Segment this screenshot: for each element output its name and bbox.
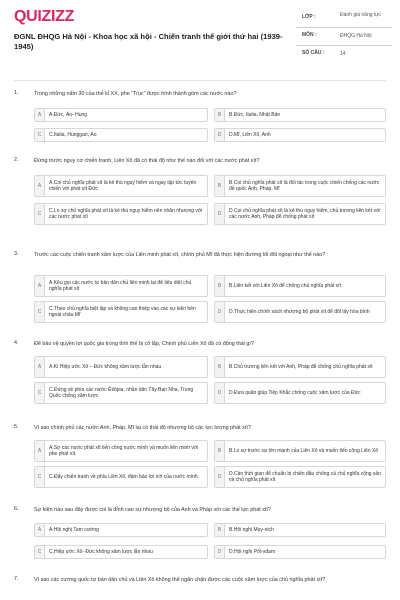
meta-row-count <box>296 46 392 64</box>
option-text: B.Liên kết với Liên Xô để chống chủ nghĩa phát xít <box>229 282 341 289</box>
option-letter: A <box>35 176 45 196</box>
option-text: D.Cần thời gian để chuẩn bị chiến đấu chống cả chủ nghĩa cộng sản và chủ nghĩa phát xít <box>229 470 381 483</box>
question-number: 7. <box>14 576 19 582</box>
option-text: B.Hội nghị Muy-nich <box>229 526 274 533</box>
option-letter: B <box>215 176 225 196</box>
option-letter: B <box>215 441 225 461</box>
meta-value: Đánh giá năng lực <box>340 12 381 18</box>
option-letter: D <box>215 546 225 558</box>
option-text: B.Chủ trương liên kết với Anh, Pháp để chống chủ nghĩa phát xít <box>229 363 373 370</box>
option-letter: D <box>215 383 225 403</box>
meta-row-subject <box>296 28 392 46</box>
option-a[interactable] <box>34 175 208 197</box>
meta-key: SỐ CÂU : <box>302 50 325 56</box>
option-letter: B <box>215 524 225 536</box>
option-a[interactable] <box>34 275 208 297</box>
option-c[interactable] <box>34 545 208 559</box>
question-text: Trong những năm 30 của thế kỉ XX, phe “Trục” được hình thành gồm các nước nào? <box>34 91 237 97</box>
option-letter: C <box>35 546 45 558</box>
option-b[interactable] <box>214 523 386 537</box>
header-divider <box>14 80 386 81</box>
option-b[interactable] <box>214 356 386 378</box>
option-letter: D <box>215 302 225 322</box>
option-c[interactable] <box>34 382 208 404</box>
option-letter: D <box>215 204 225 224</box>
question-text: Đứng trước nguy cơ chiến tranh, Liên Xô đã có thái độ như thế nào đối với các nước phát xít? <box>34 158 260 164</box>
option-text: C.Lo sợ chủ nghĩa phát xít là kẻ thù nguy hiểm nên nhân nhượng với các nước phát xít <box>49 207 203 220</box>
option-letter: A <box>35 524 45 536</box>
option-text: D.Hội nghị Pốt-xđam <box>229 548 276 555</box>
option-letter: B <box>215 276 225 296</box>
option-text: B.Coi chủ nghĩa phát xít là đối tác trong cuộc chiến chống các nước đế quốc Anh, Pháp, Mĩ <box>229 179 380 192</box>
option-text: D.Coi chủ nghĩa phát xít là kẻ thù nguy hiểm, chủ trương liên kết với các nước Anh, Pháp để chống phát xít <box>229 207 381 220</box>
option-text: C.Đứng về phía các nước Êtiôpia, nhân dân Tây Ban Nha, Trung Quốc chống xâm lược <box>49 386 194 399</box>
option-letter: B <box>215 109 225 121</box>
option-a[interactable] <box>34 356 208 378</box>
brand-name: QUIZIZZ <box>14 8 75 25</box>
option-letter: C <box>35 302 45 322</box>
question-number: 1. <box>14 90 19 96</box>
option-b[interactable] <box>214 275 386 297</box>
option-letter: B <box>215 357 225 377</box>
option-letter: A <box>35 109 45 121</box>
option-c[interactable] <box>34 203 208 225</box>
worksheet-title: ĐGNL ĐHQG Hà Nội - Khoa học xã hội - Chiến tranh thế giới thứ hai (1939-1945) <box>14 32 283 51</box>
option-a[interactable] <box>34 440 208 462</box>
worksheet-meta-box <box>296 10 392 64</box>
option-d[interactable] <box>214 128 386 142</box>
option-c[interactable] <box>34 301 208 323</box>
meta-key: MÔN : <box>302 32 317 38</box>
question-number: 4. <box>14 340 19 346</box>
option-text: B.Đức, Italia, Nhật Bản <box>229 111 281 118</box>
question-text: Vì sao các cường quốc tư bản dân chủ và Liên Xô không thể ngăn chặn được các cuộc xâm lược của chủ nghĩa phát xít? <box>34 577 326 583</box>
option-d[interactable] <box>214 466 386 488</box>
option-text: A.Kêu gọi các nước tư bản dân chủ liên minh lại để tiêu diệt chủ nghĩa phát xít <box>49 279 192 292</box>
option-text: D.Thực hiện chính sách nhượng bộ phát xít để đổi lấy hòa bình <box>229 308 370 315</box>
option-d[interactable] <box>214 301 386 323</box>
option-c[interactable] <box>34 128 208 142</box>
option-letter: A <box>35 357 45 377</box>
option-letter: D <box>215 467 225 487</box>
option-a[interactable] <box>34 523 208 537</box>
option-letter: D <box>215 129 225 141</box>
option-letter: A <box>35 276 45 296</box>
option-text: A.Đức, Áo- Hung <box>49 111 88 118</box>
question-text: Sự kiện nào sau đây được coi là đỉnh cao sự nhượng bộ của Anh và Pháp với các thế lực phát xít? <box>34 507 271 513</box>
meta-value: 14 <box>340 51 346 57</box>
question-number: 3. <box>14 251 19 257</box>
option-text: D.Mĩ, Liên Xô, Anh <box>229 131 271 138</box>
option-text: A.Hội nghị Tam cường <box>49 526 99 533</box>
meta-value: ĐHQG Hà Nội <box>340 33 372 39</box>
worksheet-header <box>0 0 400 78</box>
meta-row-class <box>296 10 392 28</box>
question-number: 6. <box>14 506 19 512</box>
option-b[interactable] <box>214 440 386 462</box>
question-number: 2. <box>14 157 19 163</box>
option-text: A.Sợ các nước phát xít tiến công nước mình và muốn liên minh với phe phát xít. <box>49 444 199 457</box>
option-b[interactable] <box>214 108 386 122</box>
option-text: A.Kí Hiệp ước Xô – Đức không xâm lược lẫn nhau <box>49 363 162 370</box>
option-a[interactable] <box>34 108 208 122</box>
option-text: C.Đẩy chiến tranh về phía Liên Xô, đảm bảo lợi ích của nước mình. <box>49 473 199 480</box>
question-number: 5. <box>14 424 19 430</box>
option-letter: C <box>35 204 45 224</box>
option-text: D.Đưa quân giúp Tiệp Khắc chống cuộc xâm lược của Đức <box>229 389 361 396</box>
meta-key: LỚP : <box>302 14 316 20</box>
option-text: B.Lo sợ trước sự lớn mạnh của Liên Xô và muốn tiến công Liên Xô <box>229 447 379 454</box>
option-letter: C <box>35 129 45 141</box>
option-letter: C <box>35 467 45 487</box>
option-d[interactable] <box>214 382 386 404</box>
option-text: A.Coi chủ nghĩa phát xít là kẻ thù nguy hiểm và ngay lập tức tuyên chiến với phát xít Đức <box>49 179 197 192</box>
question-text: Vì sao chính phủ các nước Anh, Pháp, Mĩ lại có thái độ nhượng bộ các lực lượng phát xít? <box>34 425 251 431</box>
option-b[interactable] <box>214 175 386 197</box>
option-c[interactable] <box>34 466 208 488</box>
option-d[interactable] <box>214 203 386 225</box>
question-text: Để bảo vệ quyền lợi quốc gia trong tình thế bị cô lập, Chính phủ Liên Xô đã có động thái gì? <box>34 341 254 347</box>
question-text: Trước các cuộc chiến tranh xâm lược của Liên minh phát xít, chính phủ Mĩ đã thực hiện đường lối đối ngoại như thế nào? <box>34 252 326 258</box>
option-text: C.Italia, Hunggari, Áo <box>49 131 97 138</box>
option-letter: A <box>35 441 45 461</box>
option-d[interactable] <box>214 545 386 559</box>
option-letter: C <box>35 383 45 403</box>
option-text: C.Theo chủ nghĩa biệt lập và không can thiệp vào các sự kiện bên ngoài châu Mĩ <box>49 305 196 318</box>
option-text: C.Hiệp ước Xô- Đức không xâm lược lẫn nhau <box>49 548 153 555</box>
quizizz-logo <box>14 8 74 26</box>
